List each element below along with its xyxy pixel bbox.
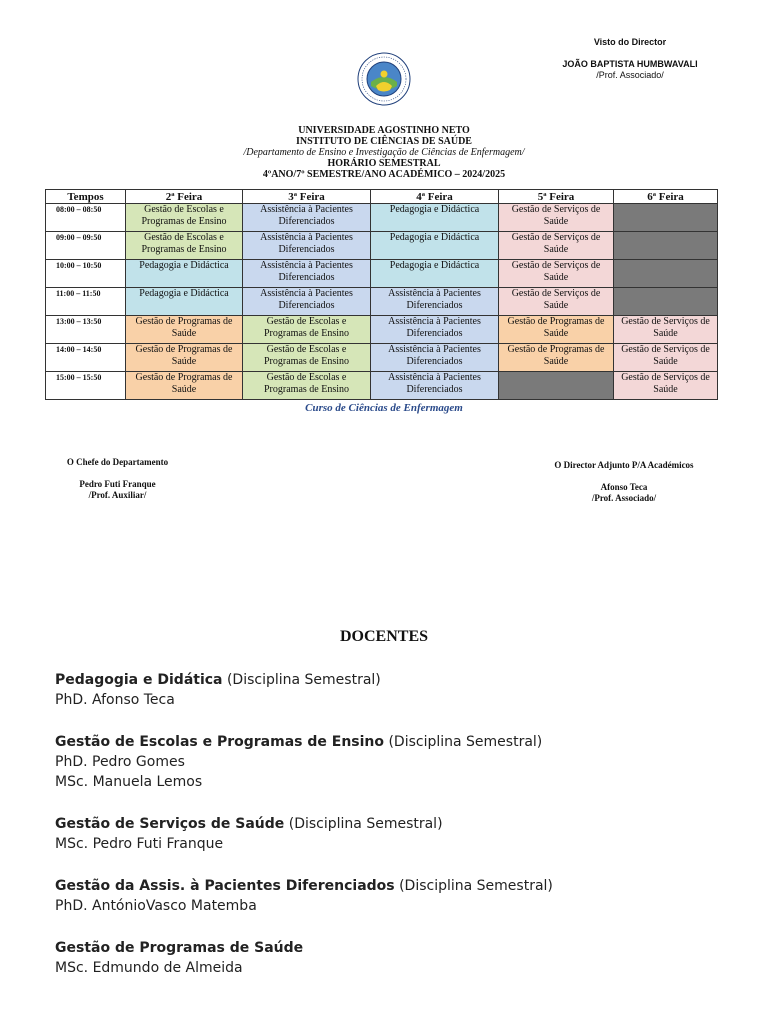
class-cell: Gestão de Serviços de Saúde (614, 372, 718, 400)
class-cell: Gestão de Programas de Saúde (499, 316, 614, 344)
schedule-row (46, 316, 718, 344)
column-header: 3ª Feira (243, 190, 371, 204)
schedule-row (46, 260, 718, 288)
schedule-row (46, 344, 718, 372)
schedule-header-row (46, 190, 718, 204)
institute-name: INSTITUTO DE CIÊNCIAS DE SAÚDE (296, 136, 472, 147)
class-cell: Gestão de Programas de Saúde (126, 344, 243, 372)
discipline-name: Pedagogia e Didática (55, 672, 223, 688)
department-name: /Departamento de Ensino e Investigação de Ciências de Enfermagem/ (243, 147, 525, 158)
empty-slot (614, 204, 718, 232)
teacher-name: MSc. Edmundo de Almeida (55, 960, 243, 976)
director-name: JOÃO BAPTISTA HUMBWAVALI (562, 59, 698, 69)
class-cell: Gestão de Escolas e Programas de Ensino (243, 344, 371, 372)
teacher-name: PhD. Pedro Gomes (55, 754, 185, 770)
schedule-body (46, 204, 718, 400)
signature-name: Afonso Teca (600, 482, 648, 492)
teacher-name: PhD. Afonso Teca (55, 692, 175, 708)
discipline-note: (Disciplina Semestral) (222, 672, 381, 688)
empty-slot (614, 232, 718, 260)
empty-slot (614, 260, 718, 288)
docente-block (55, 732, 735, 792)
class-cell: Gestão de Serviços de Saúde (499, 232, 614, 260)
discipline-name: Gestão da Assis. à Pacientes Diferenciados (55, 878, 395, 894)
academic-year: 4ºANO/7º SEMESTRE/ANO ACADÉMICO – 2024/2025 (262, 169, 506, 180)
signature-role: /Prof. Associado/ (591, 493, 657, 503)
discipline-name: Gestão de Serviços de Saúde (55, 816, 285, 832)
time-slot: 11:00 – 11:50 (46, 288, 126, 316)
discipline-line (55, 732, 735, 752)
docente-block (55, 938, 735, 978)
time-slot: 15:00 – 15:50 (46, 372, 126, 400)
teacher-name: PhD. AntónioVasco Matemba (55, 898, 257, 914)
director-approval (520, 37, 740, 81)
class-cell: Gestão de Serviços de Saúde (499, 288, 614, 316)
signature-name: Pedro Futi Franque (79, 479, 156, 489)
class-cell: Gestão de Escolas e Programas de Ensino (243, 372, 371, 400)
document-header (0, 125, 768, 180)
schedule-table (45, 189, 718, 400)
class-cell: Assistência à Pacientes Diferenciados (371, 316, 499, 344)
class-cell: Gestão de Escolas e Programas de Ensino (243, 316, 371, 344)
class-cell: Pedagogia e Didáctica (126, 288, 243, 316)
signature-department-head (40, 457, 195, 501)
discipline-line (55, 938, 735, 958)
course-name: Curso de Ciências de Enfermagem (305, 402, 463, 414)
schedule-title: HORÁRIO SEMESTRAL (327, 158, 441, 169)
university-name: UNIVERSIDADE AGOSTINHO NETO (298, 125, 470, 136)
class-cell: Pedagogia e Didáctica (371, 204, 499, 232)
discipline-note: (Disciplina Semestral) (384, 734, 543, 750)
class-cell: Assistência à Pacientes Diferenciados (371, 288, 499, 316)
empty-slot (499, 372, 614, 400)
class-cell: Assistência à Pacientes Diferenciados (243, 260, 371, 288)
class-cell: Assistência à Pacientes Diferenciados (243, 232, 371, 260)
discipline-line (55, 814, 735, 834)
discipline-line (55, 876, 735, 896)
schedule-row (46, 232, 718, 260)
schedule-row (46, 288, 718, 316)
column-header: 4ª Feira (371, 190, 499, 204)
discipline-line (55, 670, 735, 690)
schedule-row (46, 204, 718, 232)
class-cell: Assistência à Pacientes Diferenciados (243, 288, 371, 316)
class-cell: Gestão de Escolas e Programas de Ensino (126, 204, 243, 232)
class-cell: Assistência à Pacientes Diferenciados (371, 372, 499, 400)
teacher-name: MSc. Manuela Lemos (55, 774, 203, 790)
class-cell: Assistência à Pacientes Diferenciados (371, 344, 499, 372)
docente-block (55, 876, 735, 916)
class-cell: Gestão de Serviços de Saúde (499, 260, 614, 288)
time-slot: 09:00 – 09:50 (46, 232, 126, 260)
column-header: 5ª Feira (499, 190, 614, 204)
empty-slot (614, 288, 718, 316)
signature-title: O Chefe do Departamento (66, 457, 169, 467)
class-cell: Pedagogia e Didáctica (371, 260, 499, 288)
docentes-title: DOCENTES (339, 628, 429, 645)
class-cell: Gestão de Programas de Saúde (499, 344, 614, 372)
discipline-name: Gestão de Programas de Saúde (55, 940, 304, 956)
time-slot: 08:00 – 08:50 (46, 204, 126, 232)
class-cell: Gestão de Programas de Saúde (126, 372, 243, 400)
docentes-list (55, 670, 735, 1000)
column-header: 2ª Feira (126, 190, 243, 204)
signature-role: /Prof. Auxiliar/ (88, 490, 147, 500)
class-cell: Gestão de Escolas e Programas de Ensino (126, 232, 243, 260)
class-cell: Gestão de Serviços de Saúde (614, 316, 718, 344)
class-cell: Gestão de Programas de Saúde (126, 316, 243, 344)
discipline-note: (Disciplina Semestral) (394, 878, 553, 894)
docente-block (55, 814, 735, 854)
class-cell: Pedagogia e Didáctica (371, 232, 499, 260)
director-role: /Prof. Associado/ (596, 70, 664, 80)
time-slot: 14:00 – 14:50 (46, 344, 126, 372)
signature-title: O Director Adjunto P/A Académicos (554, 460, 694, 470)
discipline-note: (Disciplina Semestral) (284, 816, 443, 832)
class-cell: Gestão de Serviços de Saúde (614, 344, 718, 372)
university-logo-icon (357, 52, 411, 106)
discipline-name: Gestão de Escolas e Programas de Ensino (55, 734, 385, 750)
class-cell: Assistência à Pacientes Diferenciados (243, 204, 371, 232)
class-cell: Gestão de Serviços de Saúde (499, 204, 614, 232)
docente-block (55, 670, 735, 710)
schedule-row (46, 372, 718, 400)
column-header: 6ª Feira (614, 190, 718, 204)
approval-title: Visto do Director (593, 37, 667, 47)
time-slot: 13:00 – 13:50 (46, 316, 126, 344)
class-cell: Pedagogia e Didáctica (126, 260, 243, 288)
signature-deputy-director (535, 460, 713, 504)
time-slot: 10:00 – 10:50 (46, 260, 126, 288)
column-header: Tempos (46, 190, 126, 204)
teacher-name: MSc. Pedro Futi Franque (55, 836, 224, 852)
